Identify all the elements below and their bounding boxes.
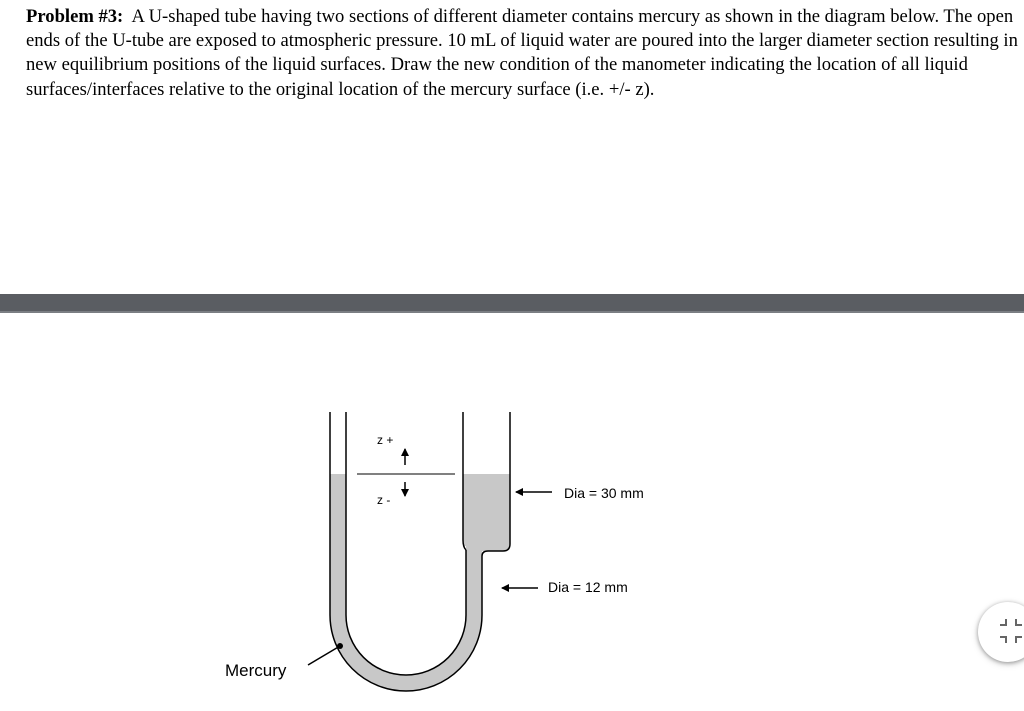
large-diameter-label: Dia = 30 mm xyxy=(564,485,644,501)
problem-text: A U-shaped tube having two sections of different diameter contains mercury as shown in the diagram below. The open ends of the U-tube are exposed to atmospheric pressure. 10 mL of liquid water are poured into the larger diameter section resulting in new equilibrium positions of the liquid surfaces. Draw the new condition of the manometer indicating the location of all liquid surfaces/interfaces relative to the original location of the mercury surface (i.e. +/- z). xyxy=(26,6,1018,100)
mercury-neck-fill xyxy=(466,546,482,616)
toolbar-divider xyxy=(0,294,1024,313)
expand-arrows-icon xyxy=(978,602,1024,662)
problem-heading: Problem #3: xyxy=(26,6,124,27)
manometer-diagram xyxy=(0,312,1024,711)
z-minus-label: z - xyxy=(377,493,391,507)
small-diameter-label: Dia = 12 mm xyxy=(548,579,628,595)
mercury-label: Mercury xyxy=(225,661,287,680)
mercury-leader-dot xyxy=(337,643,343,649)
mercury-fill xyxy=(330,474,510,691)
expand-button[interactable] xyxy=(978,602,1024,662)
z-plus-label: z + xyxy=(377,433,394,447)
problem-statement xyxy=(26,5,1018,102)
mercury-leader-line xyxy=(308,646,340,665)
